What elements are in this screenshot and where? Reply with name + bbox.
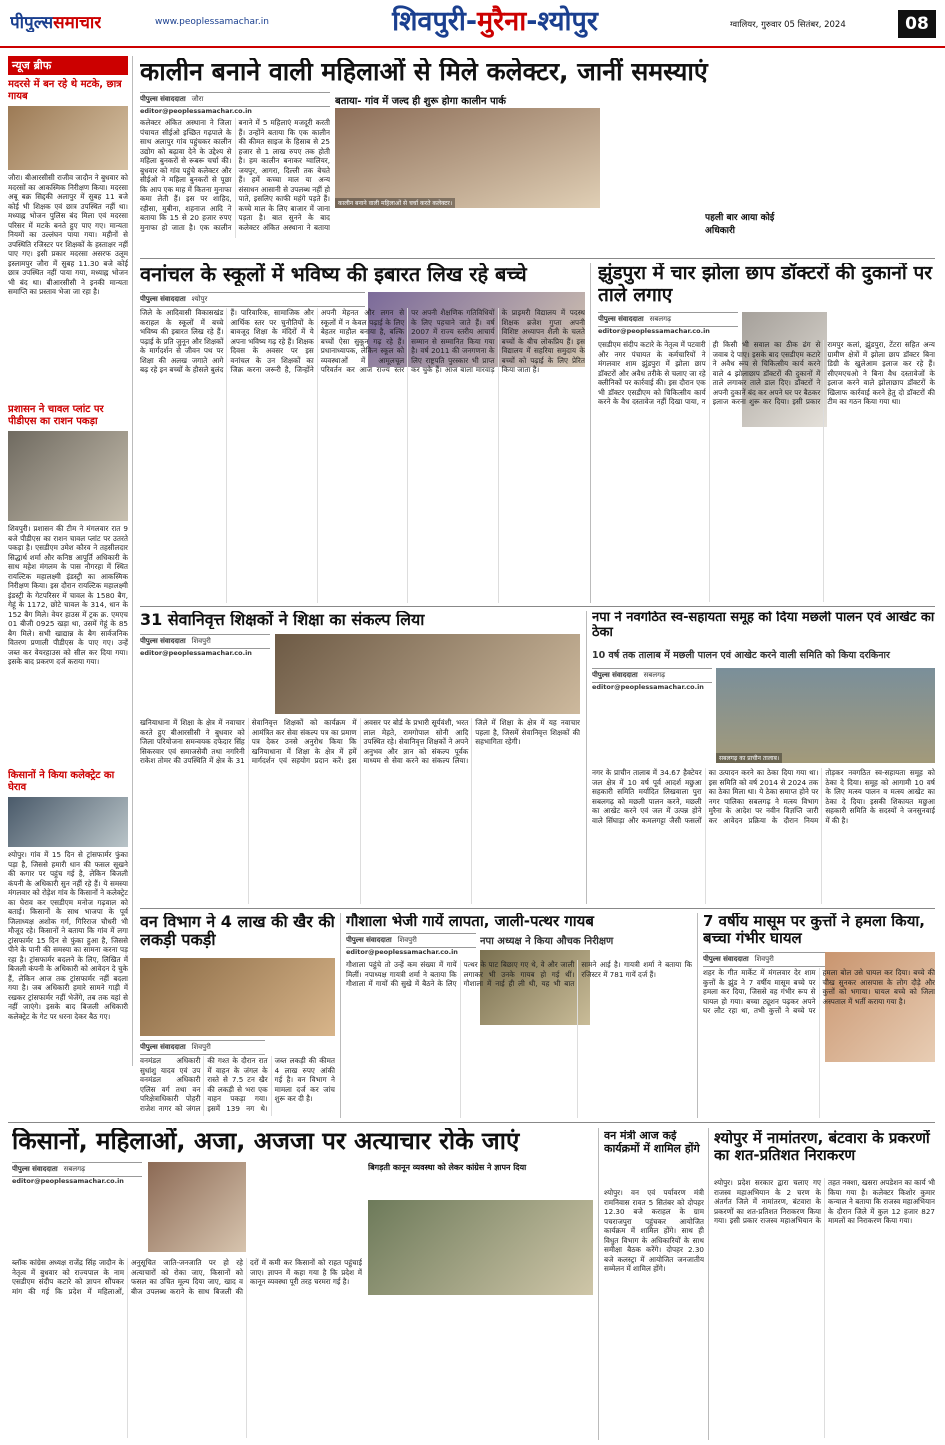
news-brief-column	[8, 56, 128, 1066]
brief-item1-body: जौरा। बीआरसीसी राजीव जादौन ने बुधवार को मदरसों का आकस्मिक निरीक्षण किया। मदरसा अबू बक्र सिद्दकी अलापुर में सुबह 11 बजे कोई भी शिक्षक एवं छात्र उपस्थित नहीं था। मध्याह्न भोजन पुलिस बंद मिला एवं मदरसा परिसर में मटके बनते हुए पाए गए। मान्यता नियमों का उल्लंघन पाया गया। महीनों से उपस्थिति रजिस्टर पर शिक्षकों के हस्ताक्षर नहीं पाए गए। इसी प्रकार मदरसा असरफ उलूम इस्लामपुर जौरा में सुबह 11.30 बजे कोई छात्र उपस्थित नहीं पाया गया, मध्याह्न भोजन भी बंद था। बीआरसीसी ने इनकी मान्यता समाप्ति का प्रस्ताव भेजा जा रहा है।	[8, 173, 128, 296]
story4-byline-paper: पीपुल्स संवाददाता	[140, 637, 186, 645]
column-rule	[708, 1128, 709, 1440]
brief-item1-title: मदरसे में बन रहे थे मटके, छात्र गायब	[8, 79, 122, 102]
story4-body: खनियाधाना में शिक्षा के क्षेत्र में नवाचार करते हुए बीआरसीसी ने बुधवार को जिला परियोजना समन्वयक दफेदार सिंह सिकरवार एवं समाजसेवी तथा नगरिनी राकेश तोमर की उपस्थिति में क्षेत्र के 31 सेवानिवृत्त शिक्षकों को कार्यक्रम में आमंत्रित कर सेवा संकल्प पत्र का प्रमाण पत्र देकर उनसे अनुरोध किया कि खनियाधाना में शिक्षा के क्षेत्र में हमें मार्गदर्शन एवं सहयोग प्रदान करें। इस अवसर पर बोर्ड के प्रभारी सूर्यवंशी, भरत लाल मेहते, रामगोपाल सोनी आदि उपस्थित रहे। सेवानिवृत्त शिक्षकों ने अपने अनुभव और ज्ञान को संकल्प पूर्वक माध्यम से सेवा करने का संकल्प लिया। जिले में शिक्षा के क्षेत्र में यह नवाचार पहला है, जिसमें सेवानिवृत्त शिक्षकों की सहभागिता रहेगी।	[140, 718, 580, 765]
story1-body: कलेक्टर अंकित अस्थाना ने जिला पंचायत सीईओ इच्छित गढ़पाले के साथ अलापुर गांव पहुंचकर कालीन उद्योग को बढ़ावा देने के उद्देश्य से महिला बुनकरों से रूबरू चर्चा की। बुधवार को गांव पहुंचे कलेक्टर और सीईओ ने महिला बुनकरों से पूछा कि आप एक माह में कितना मुनाफा कमा लेती हैं। इस पर शाहिद, रहीसा, मुबीना, शहनाज आदि ने बताया कि 15 से 20 हजार रुपए मुनाफा हो जाता है। एक कालीन बनाने में 5 महिलाएं मजदूरी करती हैं। उन्होंने बताया कि एक कालीन की कीमत साइज के हिसाब से 25 हजार से 1 लाख रुपए तक होती है। हम कालीन बनाकर ग्वालियर, जयपुर, आगरा, दिल्ली तक बेचते हैं। हमें कच्चा माल या अन्य संसाधन आसानी से उपलब्ध नहीं हो पाते, इसलिए काफी महंगे पड़ते हैं। कच्चे माल के लिए बाजार में जाना पड़ता है। बात सुनने के बाद कलेक्टर अंकित अस्थाना ने बताया	[140, 118, 330, 232]
story1-kicker: बताया- गांव में जल्द ही शुरू होगा कालीन पार्क	[335, 96, 506, 107]
story2-byline	[140, 292, 365, 307]
story9-byline-place: सबलगढ़	[63, 1165, 86, 1173]
brief-item2-body: शिवपुरी। प्रशासन की टीम ने मंगलवार रात 9 बजे पीडीएस का राशन चावल प्लांट पर उतरते पकड़ा है। एसडीएम उमेश कौरव ने तहसीलदार सिद्धार्थ शर्मा और कनिष्ठ आपूर्ति अधिकारी के साथ महेश मंगलम के पास नौगरहा में स्थित रायल्टिक महालक्ष्मी इंडस्ट्री का आकस्मिक निरीक्षण किया। इस दौरान रायल्टिक महालक्ष्मी इंडस्ट्री के गेटपरिसर में चावल के 1580 बैग, गेहूं के 1172, छोटे चावल के 314, धान के 152 बैग मिले। वेयर हाउस में ट्रक क्र. एमएच 01 बीजी 0925 खड़ा था, उसमें गेहूं के 85 बैग मिले। सभी खाद्यान्न के बैग सार्वजनिक वितरण प्रणाली पीडीएस के पाए गए। उन्हें जब्त कर वेयरहाउस को सील कर दिया गया। इसके बाद प्रकरण दर्ज कराया गया।	[8, 524, 128, 666]
dateline: ग्वालियर, गुरुवार 05 सितंबर, 2024	[730, 20, 846, 30]
story7-email[interactable]: editor@peoplessamachar.co.in	[346, 948, 458, 956]
story1-email[interactable]: editor@peoplessamachar.co.in	[140, 107, 252, 115]
story5-byline	[592, 668, 712, 691]
brief-item3-body: श्योपुर। गांव में 15 दिन से ट्रांसफार्मर फुंका पड़ा है, जिससे हमारी धान की फसल सूखने की कगार पर पहुंच गई है, लेकिन बिजली कंपनी के अधिकारी सुन नहीं रहे हैं। ये समस्या मंगलवार को रोड़ेश गांव के किसानों ने कलेक्ट्रेट का घेराव कर एसडीएम मनोज गढ़वाल को बताई। किसानों के साथ भाजपा के पूर्व जिलाध्यक्ष अशोक गर्ग, गिरिराज चौधरी भी मौजूद रहे। किसानों ने बताया कि गांव में लगा ट्रांसफार्मर 15 दिन से फुंका हुआ है, जिससे पीने के पानी की समस्या का सामना करना पड़ रहा है। ट्रांसफार्मर बदलने के लिए, लिखित में बिजली कंपनी के अधिकारी को आवेदन दे चुके हैं, लेकिन आज तक ट्रांसफार्मर नहीं बदला गया है। जब अधिकारी हमारे सामने गाड़ी में रखकर ट्रांसफार्मर नहीं भेजेंगे, तब तक यहां से नहीं जाएंगे। इसके बाद बिजली अधिकारी कलेक्ट्रेट के गेट पर धरना देकर बैठ गए।	[8, 850, 128, 1021]
story6-headline: वन विभाग ने 4 लाख की खैर की लकड़ी पकड़ी	[140, 913, 335, 950]
story7-body: गौशाला पहुंचे तो उन्हें कम संख्या में गायें मिलीं। नपाध्यक्ष गायत्री शर्मा ने बताया कि गौशाला में गायों की सुखे में बैठने के लिए पत्थर के पाट बिछाए गए थे, वे और जाली लगाकर भी उनके गायब हो गई थीं। गौशाला में नाई ही ली थी, यह भी बात सामने आई है। गायत्री शर्मा ने बताया कि रजिस्टर में 781 गायें दर्ज हैं।	[346, 960, 692, 988]
story3-byline-paper: पीपुल्स संवाददाता	[598, 315, 644, 323]
story7-byline-paper: पीपुल्स संवाददाता	[346, 936, 392, 944]
story9-byline	[12, 1162, 142, 1185]
story7-headline: गौशाला भेजी गायें लापता, जाली-पत्थर गायब	[346, 913, 594, 930]
story6-byline-place: शिवपुरी	[191, 1043, 211, 1051]
story5-deck: 10 वर्ष तक तालाब में मछली पालन एवं आखेट करने वाली समिति को किया दरकिनार	[592, 650, 890, 661]
logo-part-b: समाचार	[53, 12, 102, 32]
story8-byline	[703, 952, 833, 967]
column-rule	[586, 611, 587, 904]
story9-email[interactable]: editor@peoplessamachar.co.in	[12, 1177, 124, 1185]
story9-kicker: बिगड़ती कानून व्यवस्था को लेकर कांग्रेस ने ज्ञापन दिया	[368, 1163, 527, 1172]
story7-byline	[346, 933, 476, 956]
story2-body: जिले के आदिवासी विकासखंड कराहल के स्कूलों में बच्चे भविष्य की इबारत लिख रहे हैं। पढ़ाई के प्रति जुनून और शिक्षकों के मार्गदर्शन से जीवन पथ पर शिक्षा की अलख जगाते आगे बढ़ रहे इन बच्चों के हौसले बुलंद हैं। पारिवारिक, सामाजिक और आर्थिक स्तर पर चुनौतियों के बावजूद शिक्षा के मंदिरों में ये अपना भविष्य गढ़ रहे हैं। शिक्षक दिवस के अवसर पर इस वनांचल के उन शिक्षकों का जिक्र करना जरूरी है, जिन्होंने अपनी मेहनत और लगन से स्कूलों में न केवल पढ़ाई के लिए बेहतर माहौल बनाया है, बल्कि बच्चों ऐसा सुकून गढ़ रहे हैं। प्रधानाध्यापक, लेकिन स्कूल को व्यवस्थाओं में आमूलचूल परिवर्तन कर आज राज्य स्तर पर अपनी शैक्षणिक गतिविधियों के लिए पहचाने जाते हैं। वर्ष 2007 में राज्य स्तरीय आचार्य सम्मान से सम्मानित किया गया है। वर्ष 2011 की जनगणना के लिए राष्ट्रपति पुरस्कार भी प्राप्त कर चुके हैं। आज बाला मारवाड़ के प्राइमरी विद्यालय में पदस्थ शिक्षक ब्रजेश गुप्ता अपनी विशिष्ट अध्यापन शैली के चलते बच्चों के बीच लोकप्रिय हैं। इस विद्यालय में सहरिया समुदाय के बच्चों को पढ़ाई के लिए प्रेरित किया जाता है।	[140, 308, 585, 374]
story1-byline-place: जौरा	[191, 95, 204, 103]
story4-photo	[275, 634, 580, 714]
story11-headline: श्योपुर में नामांतरण, बंटवारा के प्रकरणों का शत-प्रतिशत निराकरण	[714, 1130, 930, 1165]
story8-byline-place: शिवपुरी	[754, 955, 774, 963]
story4-byline-place: शिवपुरी	[191, 637, 211, 645]
brief-label: न्यूज ब्रीफ	[8, 56, 128, 75]
story6-body: वनमंडल अधिकारी सुधांशु यादव एवं उप वनमंडल अधिकारी एलिस वर्ग तथा वन परिक्षेत्राधिकारी पोहरी राजेश नागर को जंगल की गश्त के दौरान रात में वाहन के जंगल के रास्ते से 7.5 टन खैर की लकड़ी से भरा एक वाहन पकड़ा गया। इसमें 139 नग थे। जब्त लकड़ी की कीमत 4 लाख रुपए आंकी गई है। वन विभाग ने मामला दर्ज कर जांच शुरू कर दी है।	[140, 1056, 335, 1113]
story6-byline-paper: पीपुल्स संवाददाता	[140, 1043, 186, 1051]
story3-headline: झुंडपुरा में चार झोला छाप डॉक्टरों की दुकानों पर ताले लगाए	[598, 263, 933, 306]
story4-headline: 31 सेवानिवृत्त शिक्षकों ने शिक्षा का संकल्प लिया	[140, 611, 425, 629]
story8-headline: 7 वर्षीय मासूम पर कुत्तों ने हमला किया, बच्चा गंभीर घायल	[703, 913, 925, 948]
story9-byline-paper: पीपुल्स संवाददाता	[12, 1165, 58, 1173]
story3-email[interactable]: editor@peoplessamachar.co.in	[598, 327, 710, 335]
masthead	[0, 0, 945, 48]
brief-item3-title: किसानों ने किया कलेक्ट्रेट का घेराव	[8, 770, 115, 793]
section-rule	[140, 908, 935, 909]
story10-body: श्योपुर। वन एवं पर्यावरण मंत्री रामनिवास रावत 5 सितंबर को दोपहर 12.30 बजे कराहल के ग्राम पचराजपुरा पहुंचकर आयोजित कार्यक्रम में शामिल होंगे। साथ ही विधुत विभाग के अधिकारियों के साथ समीक्षा बैठक करेंगे। दोपहर 2.30 बजे कलस्ट्रा में आयोजित जनजातीय सम्मेलन में शामिल होंगे।	[604, 1188, 704, 1273]
story6-photo	[140, 958, 335, 1036]
story1-headline: कालीन बनाने वाली महिलाओं से मिले कलेक्टर, जानीं समस्याएं	[140, 58, 708, 86]
story4-byline	[140, 634, 270, 657]
story1-photo-caption: कालीन बनाने वाली महिलाओं से चर्चा करते कलेक्टर।	[335, 198, 455, 208]
story5-email[interactable]: editor@peoplessamachar.co.in	[592, 683, 704, 691]
edition-title-b: मुरैना	[477, 6, 527, 37]
story5-photo	[716, 668, 935, 763]
section-rule	[8, 1122, 935, 1123]
story8-byline-paper: पीपुल्स संवाददाता	[703, 955, 749, 963]
story6-byline	[140, 1040, 265, 1055]
story3-byline	[598, 312, 738, 335]
story1-byline-paper: पीपुल्स संवाददाता	[140, 95, 186, 103]
edition-title	[330, 5, 660, 39]
story5-body: नगर के प्राचीन तालाब में 34.67 हैक्टेयर जल क्षेत्र में 10 वर्ष पूर्व आदर्श मछुआ सहकारी समिति मर्यादित लिखवाला पुरा सबलगढ़ को मछली पालन करने, मछली का आखेट करने एवं जल में उत्पन्न होने वाले सिंघाड़ा और कमलगट्टा जैसी फसलों का उत्पादन करने का ठेका दिया गया था। इस समिति को वर्ष 2014 से 2024 तक का ठेका मिला था। ये ठेका समाप्त होने पर नगर पालिका सबलगढ़ ने मत्स्य विभाग मुरैना के आदेश पर नवीन विज्ञप्ति जारी कर आवेदन प्रक्रिया के दौरान नियम तोड़कर नवगठित स्व-सहायता समूह को ठेका दे दिया। समूह को आगामी 10 वर्ष के लिए मत्स्य पालन व मत्स्य आखेट का ठेका दे दिया। इसकी शिकायत मछुआ सहकारी समिति के सदस्यों ने जनसुनवाई में की है।	[592, 768, 935, 825]
story2-byline-place: श्योपुर	[191, 295, 208, 303]
story2-headline: वनांचल के स्कूलों में भविष्य की इबारत लिख रहे बच्चे	[140, 263, 527, 286]
masthead-website[interactable]: www.peoplessamachar.in	[155, 17, 269, 27]
section-rule	[140, 258, 935, 259]
column-rule	[590, 263, 591, 603]
edition-title-a: शिवपुरी-	[392, 6, 478, 37]
story10-headline: वन मंत्री आज कई कार्यक्रमों में शामिल होंगे	[604, 1130, 700, 1155]
brief-item1-photo	[8, 106, 128, 170]
column-rule	[340, 913, 341, 1118]
page-number: 08	[898, 10, 936, 38]
story7-byline-place: शिवपुरी	[397, 936, 417, 944]
story1-photo	[335, 108, 600, 208]
column-rule	[132, 56, 133, 1066]
story9-photo	[148, 1162, 246, 1252]
story1-byline	[140, 92, 330, 115]
masthead-logo	[10, 10, 101, 32]
story9-headline: किसानों, महिलाओं, अजा, अजजा पर अत्याचार रोके जाएं	[12, 1128, 520, 1155]
story1-subhead: पहली बार आया कोई अधिकारी	[705, 213, 775, 236]
story4-email[interactable]: editor@peoplessamachar.co.in	[140, 649, 252, 657]
brief-item2-title: प्रशासन ने चावल प्लांट पर पीडीएस का राशन पकड़ा	[8, 404, 104, 427]
story11-body: श्योपुर। प्रदेश सरकार द्वारा चलाए गए राजस्व महाअभियान के 2 चरण के अंतर्गत जिले में नामांतरण, बंटवारा के प्रकरणों का शत-प्रतिशत निराकरण किया गया। इसी प्रकार राजस्व महाअभियान के तहत नक्शा, खसरा अपडेशन का कार्य भी किया गया है। कलेक्टर किशोर कुमार कन्याल ने बताया कि राजस्व महाअभियान के दौरान जिले में कुल 12 हजार 827 मामलों का निराकरण किया गया।	[714, 1178, 935, 1225]
story8-body: शहर के गीत मार्केट में मंगलवार देर शाम कुत्तों के झुंड ने 7 वर्षीय मासूम बच्चे पर हमला कर दिया, जिससे वह गंभीर रूप से घायल हो गया। बच्चा ट्यूशन पढ़कर अपने घर लौट रहा था, तभी कुत्तों ने बच्चे पर हमला बोल उसे घायल कर दिया। बच्चे की चीख सुनकर आसपास के लोग दौड़े और कुत्तों को भगाया। घायल बच्चे को जिला अस्पताल में भर्ती कराया गया है।	[703, 968, 935, 1015]
brief-item2-photo	[8, 431, 128, 521]
story9-photo-2	[368, 1200, 593, 1295]
column-rule	[598, 1128, 599, 1440]
story9-body: ब्लॉक कांग्रेस अध्यक्ष राजेंद्र सिंह जादौन के नेतृत्व में बुधवार को राज्यपाल के नाम एसडीएम संदीप कटारे को ज्ञापन सौंपकर मांग की गई कि प्रदेश में महिलाओं, अनुसूचित जाति-जनजाति पर हो रहे अत्याचारों को रोका जाए, किसानों को फसल का उचित मूल्य दिया जाए, खाद व बीज उपलब्ध कराने के साथ बिजली की दरों में कमी कर किसानों को राहत पहुंचाई जाए। ज्ञापन में कहा गया है कि प्रदेश में कानून व्यवस्था पूरी तरह चरमरा गई है।	[12, 1258, 362, 1296]
brief-item3-photo	[8, 797, 128, 847]
story5-byline-place: सबलगढ़	[643, 671, 666, 679]
story5-headline: नपा ने नवगठित स्व-सहायता समूह को दिया मछली पालन एवं आखेट का ठेका	[592, 611, 935, 640]
edition-title-c: -श्योपुर	[526, 6, 598, 37]
column-rule	[697, 913, 698, 1118]
story5-byline-paper: पीपुल्स संवाददाता	[592, 671, 638, 679]
story5-photo-caption: सबलगढ़ का प्राचीन तालाब।	[716, 753, 782, 763]
story2-byline-paper: पीपुल्स संवाददाता	[140, 295, 186, 303]
story3-body: एसडीएम संदीप कटारे के नेतृत्व में पटवारी और नगर पंचायत के कर्मचारियों ने मंगलवार शाम झुंडपुरा में झोला छाप डॉक्टरों और अवैध तरीके से चलाए जा रहे क्लीनिकों पर कार्रवाई की। इस दौरान एक भी डॉक्टर एसडीएम को चिकित्सीय कार्य करने के वैध दस्तावेज नहीं दिखा पाया, न ही किसी भी सवाल का ठीक ढंग से जवाब दे पाए। इसके बाद एसडीएम कटारे ने अवैध रूप से चिकित्सीय कार्य करने वाले 4 झोलाछाप डॉक्टरों की दुकानों में ताले लगाकर ताले डाल दिए। डॉक्टरों ने अपनी दुकानें बंद कर अपने घर पर बैठकर इलाज करना शुरू कर दिया। इसी प्रकार रामपुर कलां, झुंडपुरा, टेंटरा सहित अन्य ग्रामीण क्षेत्रों में झोला छाप डॉक्टर बिना डिग्री के खुलेआम इलाज कर रहे हैं। सीएमएचओ ने बिना वैध दस्तावेजों के इलाज करने वाले झोलाछाप डॉक्टरों के खिलाफ कार्रवाई करने हेतु दो डॉक्टरों की टीम का गठन किया गया था।	[598, 340, 935, 406]
story7-deck: नपा अध्यक्ष ने किया औचक निरीक्षण	[480, 936, 614, 947]
logo-part-a: पीपुल्स	[10, 12, 54, 32]
section-rule	[140, 606, 935, 607]
story3-byline-place: सबलगढ़	[649, 315, 672, 323]
